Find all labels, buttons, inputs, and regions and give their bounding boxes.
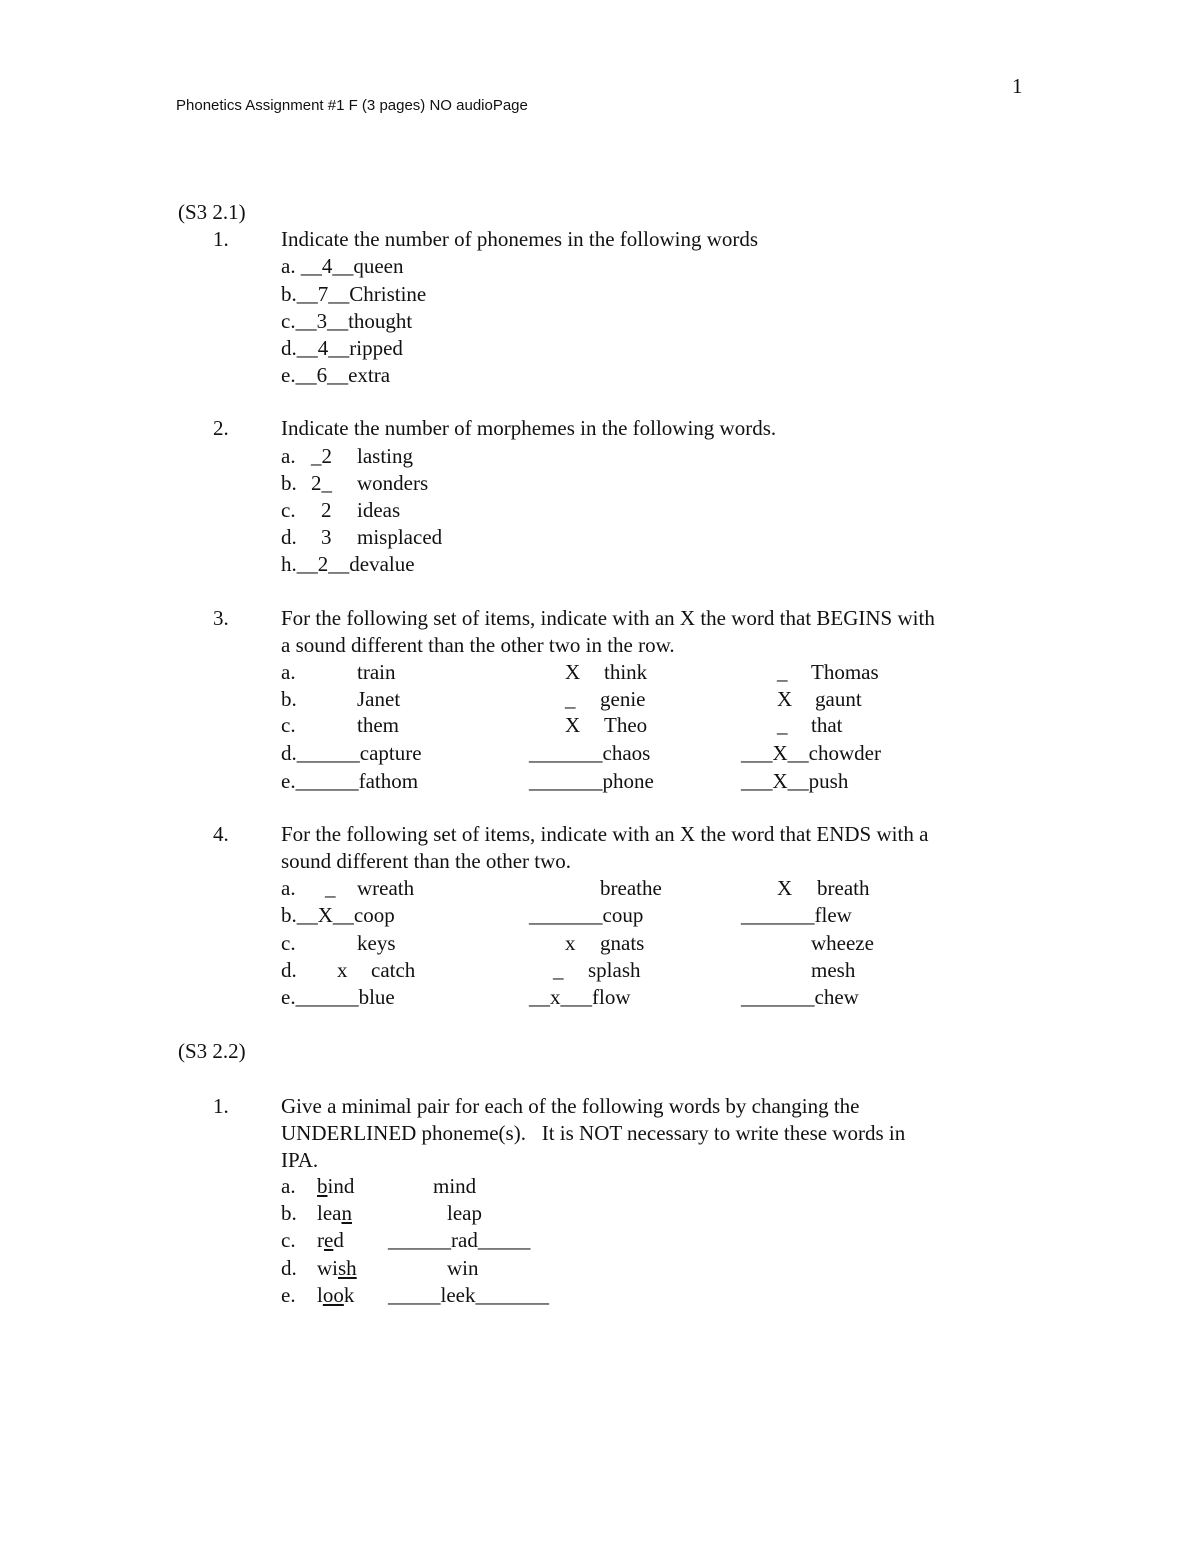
answer-item: d.__4__ripped [281, 336, 403, 360]
question-number: 1. [213, 1094, 229, 1118]
question-prompt: sound different than the other two. [281, 849, 572, 873]
item-label: c. [281, 931, 296, 955]
x-mark: _ [777, 660, 788, 684]
answer-item: h.__2__devalue [281, 552, 415, 576]
section-heading: (S3 2.2) [178, 1039, 246, 1063]
answer-item: ___X__chowder [741, 741, 881, 765]
item-word: them [357, 713, 399, 737]
answer-item: _______chew [741, 985, 859, 1009]
x-mark: x [337, 958, 348, 982]
question-prompt: Give a minimal pair for each of the following words by changing the [281, 1094, 860, 1118]
answer-item: d.______capture [281, 741, 422, 765]
target-word: lean [317, 1201, 352, 1225]
item-label: d. [281, 1256, 297, 1280]
underlined-phoneme: b [317, 1174, 328, 1198]
item-word: Janet [357, 687, 401, 711]
minimal-pair-answer: _____leek_______ [388, 1283, 549, 1307]
item-label: d. [281, 958, 297, 982]
x-mark: _ [777, 713, 788, 737]
answer-item: e.__6__extra [281, 363, 391, 387]
target-word: red [317, 1228, 344, 1252]
item-word: splash [588, 958, 641, 982]
question-number: 4. [213, 822, 229, 846]
answer-item: _______flew [741, 903, 852, 927]
question-prompt: IPA. [281, 1148, 319, 1172]
underlined-phoneme: n [341, 1201, 352, 1225]
item-word: keys [357, 931, 396, 955]
answer-item: a. __4__queen [281, 254, 404, 278]
item-label: b. [281, 1201, 297, 1225]
question-prompt: For the following set of items, indicate with an X the word that ENDS with a [281, 822, 929, 846]
answer-item: __x___flow [529, 985, 631, 1009]
question-prompt: Indicate the number of phonemes in the following words [281, 227, 759, 251]
question-prompt: a sound different than the other two in the row. [281, 633, 675, 657]
answer-item: e.______fathom [281, 769, 419, 793]
question-number: 1. [213, 227, 229, 251]
item-label: a. [281, 876, 296, 900]
item-label: a. [281, 660, 296, 684]
item-word: gaunt [815, 687, 862, 711]
page-header: Phonetics Assignment #1 F (3 pages) NO audioPage [176, 97, 528, 114]
item-word: ideas [357, 498, 401, 522]
item-label: a. [281, 1174, 296, 1198]
item-word: catch [371, 958, 416, 982]
question-number: 3. [213, 606, 229, 630]
underlined-phoneme: oo [322, 1283, 344, 1307]
question-prompt: Indicate the number of morphemes in the following words. [281, 416, 777, 440]
item-word: think [604, 660, 648, 684]
item-word: wonders [357, 471, 429, 495]
answer-item: e.______blue [281, 985, 395, 1009]
question-number: 2. [213, 416, 229, 440]
item-word: gnats [600, 931, 645, 955]
item-word: that [811, 713, 843, 737]
item-word: Theo [604, 713, 648, 737]
answer-item: b.__X__coop [281, 903, 395, 927]
target-word: look [317, 1283, 355, 1307]
item-word: mesh [811, 958, 856, 982]
x-mark: X [565, 660, 581, 684]
item-label: e. [281, 1283, 296, 1307]
item-word: genie [600, 687, 646, 711]
x-mark: X [777, 687, 793, 711]
answer-item: _______phone [529, 769, 654, 793]
item-word: breathe [600, 876, 662, 900]
answer-item: b.__7__Christine [281, 282, 427, 306]
x-mark: _ [325, 876, 336, 900]
minimal-pair-answer: leap [447, 1201, 482, 1225]
x-mark: _ [565, 687, 576, 711]
minimal-pair-answer: mind [433, 1174, 477, 1198]
item-label: c. [281, 1228, 296, 1252]
item-label: c. [281, 713, 296, 737]
item-label: a. [281, 444, 296, 468]
target-word: wish [317, 1256, 357, 1280]
item-word: wheeze [811, 931, 874, 955]
answer-item: c.__3__thought [281, 309, 413, 333]
underlined-phoneme: e [324, 1228, 334, 1252]
x-mark: X [777, 876, 793, 900]
minimal-pair-answer: ______rad_____ [388, 1228, 531, 1252]
item-label: c. [281, 498, 296, 522]
item-word: breath [817, 876, 870, 900]
x-mark: _ [553, 958, 564, 982]
x-mark: X [565, 713, 581, 737]
answer-item: ___X__push [741, 769, 849, 793]
item-word: lasting [357, 444, 413, 468]
morpheme-count: 2_ [311, 471, 332, 495]
item-word: misplaced [357, 525, 443, 549]
item-word: Thomas [811, 660, 879, 684]
answer-item: _______chaos [529, 741, 651, 765]
x-mark: x [565, 931, 576, 955]
underlined-phoneme: sh [338, 1256, 357, 1280]
item-word: train [357, 660, 396, 684]
minimal-pair-answer: win [447, 1256, 479, 1280]
morpheme-count: 2 [321, 498, 332, 522]
item-word: wreath [357, 876, 415, 900]
target-word: bind [317, 1174, 355, 1198]
question-prompt: For the following set of items, indicate with an X the word that BEGINS with [281, 606, 935, 630]
morpheme-count: _2 [311, 444, 332, 468]
item-label: b. [281, 687, 297, 711]
section-heading: (S3 2.1) [178, 200, 246, 224]
item-label: b. [281, 471, 297, 495]
page-number: 1 [1012, 74, 1023, 98]
morpheme-count: 3 [321, 525, 332, 549]
answer-item: _______coup [529, 903, 644, 927]
item-label: d. [281, 525, 297, 549]
question-prompt: UNDERLINED phoneme(s). It is NOT necessary to write these words in [281, 1121, 906, 1145]
